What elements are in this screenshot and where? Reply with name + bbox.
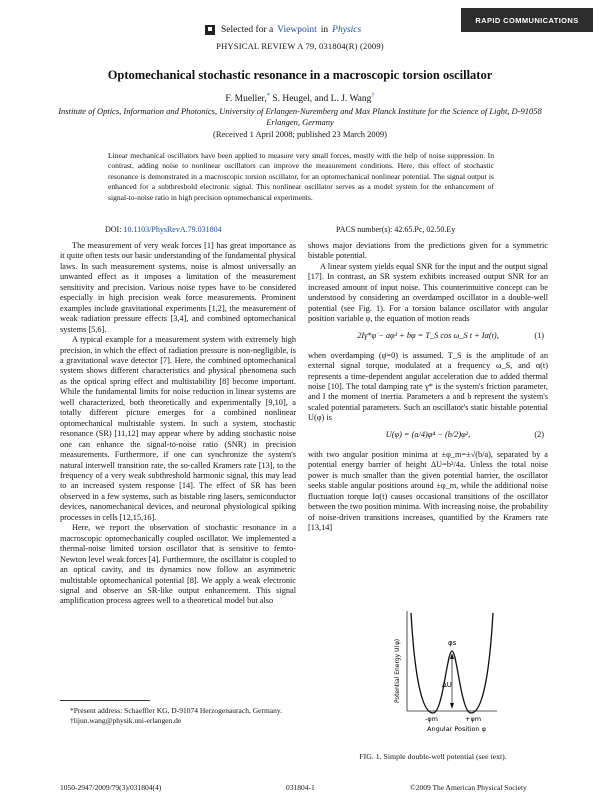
rapid-communications-banner: RAPID COMMUNICATIONS: [461, 8, 593, 32]
barrier-arrow-head-bottom: [450, 703, 454, 709]
paragraph: A linear system yields equal SNR for the input and the output signal [17]. In contrast, an SR system exhibits increased output SNR for an increased amount of input noise. This counterintuitive concept can be understood by considering an overdamped oscillator in a double-well potential (see Fig. 1). For a torsion balance oscillator with angular position variable φ, the equation of motion reads: [308, 261, 548, 324]
author-footnote-mark[interactable]: *: [266, 92, 270, 99]
paper-title: Optomechanical stochastic resonance in a macroscopic torsion oscillator: [107, 68, 493, 82]
author-first: F. Mueller,: [225, 94, 267, 105]
pacs-numbers: PACS number(s): 42.65.Pc, 02.50.Ey: [336, 225, 456, 234]
physics-logo-icon: [205, 25, 215, 35]
copyright: ©2009 The American Physical Society: [410, 783, 527, 792]
author-footnote-mark-2[interactable]: †: [371, 92, 375, 99]
footnote-rule: [60, 700, 150, 701]
physics-link[interactable]: Physics: [332, 25, 362, 35]
equation-2-body: U(φ) = (a/4)φ⁴ − (b/2)φ²,: [385, 429, 471, 439]
right-column: [308, 241, 548, 533]
paragraph: with two angular position minima at ±φ_m=±√(b/a), separated by a potential energy barrier of height ΔU=b²/4a. Unless the total noise power is much smaller than the given potential barrier, the oscillator seeks stable angular positions around ±φ_m, while the additional noise fluctuation torque Iα(t) causes occasional transitions of the oscillator between the two position minima. With increasing noise, the probability of noise-driven transitions increases, quantified by the Kramers rate [13,14]: [308, 449, 548, 532]
equation-1-body: 2Iγ*φ̇ − aφ³ + bφ = T_S cos ω_S t + Iα(t),: [357, 330, 499, 340]
viewpoint-link[interactable]: Viewpoint: [277, 25, 317, 35]
equation-1: [308, 331, 548, 345]
doi-label: DOI:: [105, 225, 122, 234]
doi-line: [105, 225, 222, 234]
figure-caption: FIG. 1. Simple double-well potential (see text).: [359, 752, 507, 761]
footer-code: 1050-2947/2009/79(3)/031804(4): [60, 783, 162, 792]
label-phi-m-neg: -φm: [425, 715, 438, 723]
viewpoint-in: in: [320, 25, 329, 35]
figure-y-label: Potential Energy U(φ): [394, 638, 401, 703]
double-well-figure: [385, 603, 505, 743]
page-number: 031804-1: [286, 783, 315, 792]
paragraph: A typical example for a measurement system with extremely high precision, in which the effect of radiation pressure is non-negligible, is a gravitational wave detector [7]. Here, the combined optomechanical system shows different characteristics and physical phenomena such as the optical spring effect and multistability [8] become important. While the fundamental limits for noise reduction in linear systems are well characterized, both theoretically and experimentally [9,10], a totally different picture emerges for a combined nonlinear optomechanical multistable system. In such a system, stochastic resonance (SR) [11,12] may appear where by adding stochastic noise one can enhance the signal-to-noise ratio (SNR) in precision measurements. Furthermore, if one can synchronize the system's natural interwell transition rate, the so-called Kramers rate [13], to the frequency of a very weak subthreshold harmonic signal, this may lead to an increased system response [14]. The effect of SR has been observed in a few systems, such as bistable ring lasers, semiconductor devices, nanomechanical devices, and neuronal physiological spiking processes in cells [12,15,16].: [60, 335, 296, 522]
figure-x-label: Angular Position φ: [427, 725, 487, 733]
viewpoint-notice: [205, 25, 361, 35]
label-phi-s: φs: [448, 639, 457, 647]
paragraph: The measurement of very weak forces [1] has great importance as it quite often tests our basic understanding of the fundamental physical laws. In such measurement systems, noise is almost universally an unwanted effect as it imposes a limitation of the measurement sensitivity and precision. Various noise types have to be considered especially in high precision weak force measurements. Prominent examples include gravitational experiments [1,2], the measurement of weak radiation pressure effects [3,4], and combined optomechanical systems [5,6].: [60, 241, 296, 334]
paragraph: Here, we report the observation of stochastic resonance in a macroscopic optomechanically coupled oscillator. We implemented a thermal-noise limited torsion oscillator that is sensitive to femto-Newton level weak forces [4]. Furthermore, the oscillator is coupled to an optical cavity, and its dynamics now follow an asymmetric multistable optomechanical potential [8]. We apply a weak electronic signal and observe an SR-like output enhancement. This signal amplification process agrees well to a theoretical model but also: [60, 523, 296, 606]
label-phi-m-pos: +φm: [465, 715, 482, 723]
label-delta-u: ΔU: [442, 681, 452, 689]
abstract: Linear mechanical oscillators have been applied to measure very small forces, mostly with the help of noise suppression. In contrast, adding noise to nonlinear oscillators can improve the measurement conditions. Here, this effect of stochastic resonance is demonstrated in a macroscopic torsion oscillator, for an optomechanical nonlinear potential. The signal output is enhanced for a subthreshold electronic signal. This nonlinear oscillator serves as a model system for the enhancement of signal-to-noise ratio in high precision optomechanical experiments.: [108, 151, 494, 202]
footnotes: [60, 706, 296, 726]
viewpoint-prefix: Selected for a: [221, 25, 274, 35]
author-rest: S. Heugel, and L. J. Wang: [272, 94, 372, 105]
received-dates: (Received 1 April 2008; published 23 March 2009): [213, 129, 387, 139]
affiliation: Institute of Optics, Information and Photonics, University of Erlangen-Nuremberg and Max Planck Institute for the Science of Light, D-91058 Erlangen, Germany: [58, 106, 542, 127]
doi-link[interactable]: 10.1103/PhysRevA.79.031804: [123, 225, 222, 234]
author-list: [0, 92, 600, 104]
left-column: [60, 241, 296, 607]
equation-2: [308, 430, 548, 444]
footnote-1: *Present address: Schaeffler KG, D-91074 Herzogenaurach, Germany.: [70, 706, 283, 715]
paragraph: when overdamping (φ̈=0) is assumed. T_S is the amplitude of an external signal torque, modulated at a frequency ω_S, and α(t) represents a time-dependent angular acceleration due to added thermal noise [10]. The total damping rate γ* is the system's friction parameter, and I the moment of inertia. Parameters a and b represent the system's scaled potential parameters. Such an oscillator's static bistable potential U(φ) is: [308, 350, 548, 423]
paragraph: shows major deviations from the predictions given for a symmetric bistable potential.: [308, 241, 548, 261]
equation-1-number: (1): [534, 330, 544, 340]
journal-line: PHYSICAL REVIEW A 79, 031804(R) (2009): [216, 41, 384, 51]
footnote-2: †lijun.wang@physik.uni-erlangen.de: [70, 716, 182, 725]
equation-2-number: (2): [534, 429, 544, 439]
